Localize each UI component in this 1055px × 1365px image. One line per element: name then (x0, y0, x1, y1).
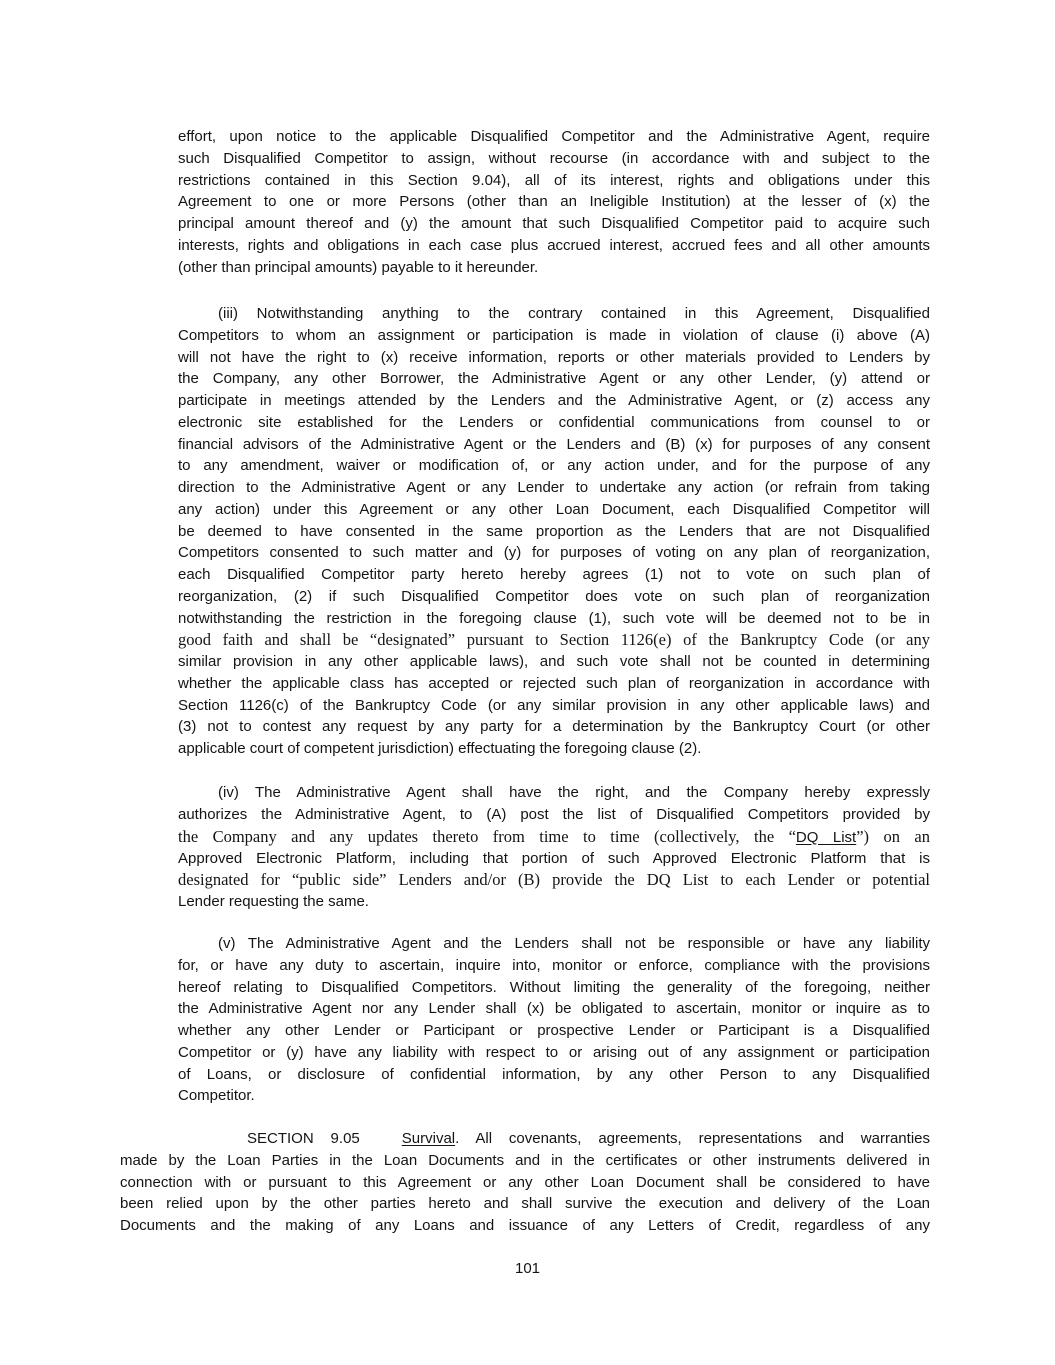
text-line: to any amendment, waiver or modification of, or any action under, and for the purpose of any (178, 457, 930, 475)
text-line: (iv) The Administrative Agent shall have the right, and the Company hereby expressly (218, 784, 930, 801)
text-line: Documents and the making of any Loans and issuance of any Letters of Credit, regardless of any (120, 1217, 930, 1234)
text-line: effort, upon notice to the applicable Disqualified Competitor and the Administrative Agent, require (178, 128, 930, 145)
text-line: principal amount thereof and (y) the amount that such Disqualified Competitor paid to acquire such (178, 215, 930, 232)
text-line-serif: good faith and shall be “designated” pursuant to Section 1126(e) of the Bankruptcy Code (or any (178, 630, 930, 650)
text-line: authorizes the Administrative Agent, to (A) post the list of Disqualified Competitors provided by (178, 805, 930, 823)
text-line: Competitors consented to such matter and (y) for purposes of voting on any plan of reorganization, (178, 544, 930, 562)
text-line: be deemed to have consented in the same proportion as the Lenders that are not Disqualified (178, 522, 930, 540)
text-line: (iii) Notwithstanding anything to the contrary contained in this Agreement, Disqualified (218, 305, 930, 322)
section-title: Survival (401, 1130, 456, 1147)
text-line: the Company, any other Borrower, the Administrative Agent or any other Lender, (y) attend or (178, 370, 930, 388)
text-line-serif: designated for “public side” Lenders and/or (B) provide the DQ List to each Lender or potential (178, 870, 930, 890)
text-line: of Loans, or disclosure of confidential information, by any other Person to any Disqualified (178, 1065, 930, 1083)
section-number: SECTION 9.05 (247, 1130, 360, 1147)
text-line: such Disqualified Competitor to assign, without recourse (in accordance with and subject to the (178, 149, 930, 167)
text-line: financial advisors of the Administrative Agent or the Lenders and (B) (x) for purposes of any consent (178, 435, 930, 453)
text-line: each Disqualified Competitor party hereto hereby agrees (1) not to vote on such plan of (178, 566, 930, 583)
text-line: (v) The Administrative Agent and the Lenders shall not be responsible or have any liability (218, 935, 930, 952)
text-line: whether any other Lender or Participant or prospective Lender or Participant is a Disqualified (178, 1022, 930, 1039)
text-line: interests, rights and obligations in each case plus accrued interest, accrued fees and all other amounts (178, 236, 930, 254)
paragraph-v (178, 933, 930, 1107)
section-heading-rest: . All covenants, agreements, representations and warranties (455, 1130, 930, 1147)
text-line: applicable court of competent jurisdiction) effectuating the foregoing clause (2). (178, 740, 702, 757)
text-line: Approved Electronic Platform, including that portion of such Approved Electronic Platform that is (178, 849, 930, 867)
text-line: made by the Loan Parties in the Loan Documents and in the certificates or other instruments delivered in (120, 1151, 930, 1169)
paragraph-iv (178, 782, 930, 913)
text-line: similar provision in any other applicable laws), and such vote shall not be counted in determining (178, 653, 930, 670)
dq-list-term: DQ List (795, 828, 857, 846)
paragraph-effort-continuation (178, 126, 930, 278)
text-line: will not have the right to (x) receive information, reports or other materials provided to Lenders by (178, 348, 930, 366)
dq-line-suffix: ”) on an (856, 826, 930, 846)
text-line: (3) not to contest any request by any party for a determination by the Bankruptcy Court (or other (178, 718, 930, 736)
text-line: Lender requesting the same. (178, 893, 369, 910)
text-line: restrictions contained in this Section 9.04), all of its interest, rights and obligations under this (178, 171, 930, 189)
text-line: participate in meetings attended by the Lenders and the Administrative Agent, or (z) access any (178, 392, 930, 409)
text-line: for, or have any duty to ascertain, inquire into, monitor or enforce, compliance with the provisions (178, 956, 930, 974)
text-line: Competitors to whom an assignment or participation is made in violation of clause (i) above (A) (178, 326, 930, 344)
page-number: 101 (514, 1260, 541, 1277)
text-line: connection with or pursuant to this Agreement or any other Loan Document shall be considered to have (120, 1173, 930, 1191)
paragraph-section-905 (120, 1128, 930, 1237)
text-line: Competitor or (y) have any liability with respect to or arising out of any assignment or participation (178, 1043, 930, 1061)
paragraph-iii (178, 303, 930, 760)
section-heading-line (120, 1128, 930, 1150)
text-line: direction to the Administrative Agent or any Lender to undertake any action (or refrain from taking (178, 479, 930, 496)
text-line: the Administrative Agent nor any Lender shall (x) be obligated to ascertain, monitor or inquire as to (178, 1000, 930, 1018)
text-line: notwithstanding the restriction in the foregoing clause (1), such vote will be deemed not to be in (178, 609, 930, 627)
dq-line-prefix: the Company and any updates thereto from time to time (collectively, the “ (178, 826, 796, 846)
text-line-dq-list (178, 826, 930, 848)
text-line: whether the applicable class has accepted or rejected such plan of reorganization in accordance with (178, 674, 930, 692)
text-line: been relied upon by the other parties hereto and shall survive the execution and delivery of the Loan (120, 1195, 930, 1213)
text-line: electronic site established for the Lenders or confidential communications from counsel to or (178, 413, 930, 431)
text-line: Section 1126(c) of the Bankruptcy Code (or any similar provision in any other applicable laws) and (178, 696, 930, 714)
text-line: Competitor. (178, 1087, 255, 1105)
text-line: (other than principal amounts) payable to it hereunder. (178, 258, 539, 276)
text-line: hereof relating to Disqualified Competitors. Without limiting the generality of the foregoing, neither (178, 978, 930, 996)
text-line: Agreement to one or more Persons (other than an Ineligible Institution) at the lesser of (x) the (178, 193, 930, 211)
text-line: reorganization, (2) if such Disqualified Competitor does vote on such plan of reorganization (178, 587, 930, 605)
text-line: any action) under this Agreement or any other Loan Document, each Disqualified Competitor will (178, 500, 930, 518)
